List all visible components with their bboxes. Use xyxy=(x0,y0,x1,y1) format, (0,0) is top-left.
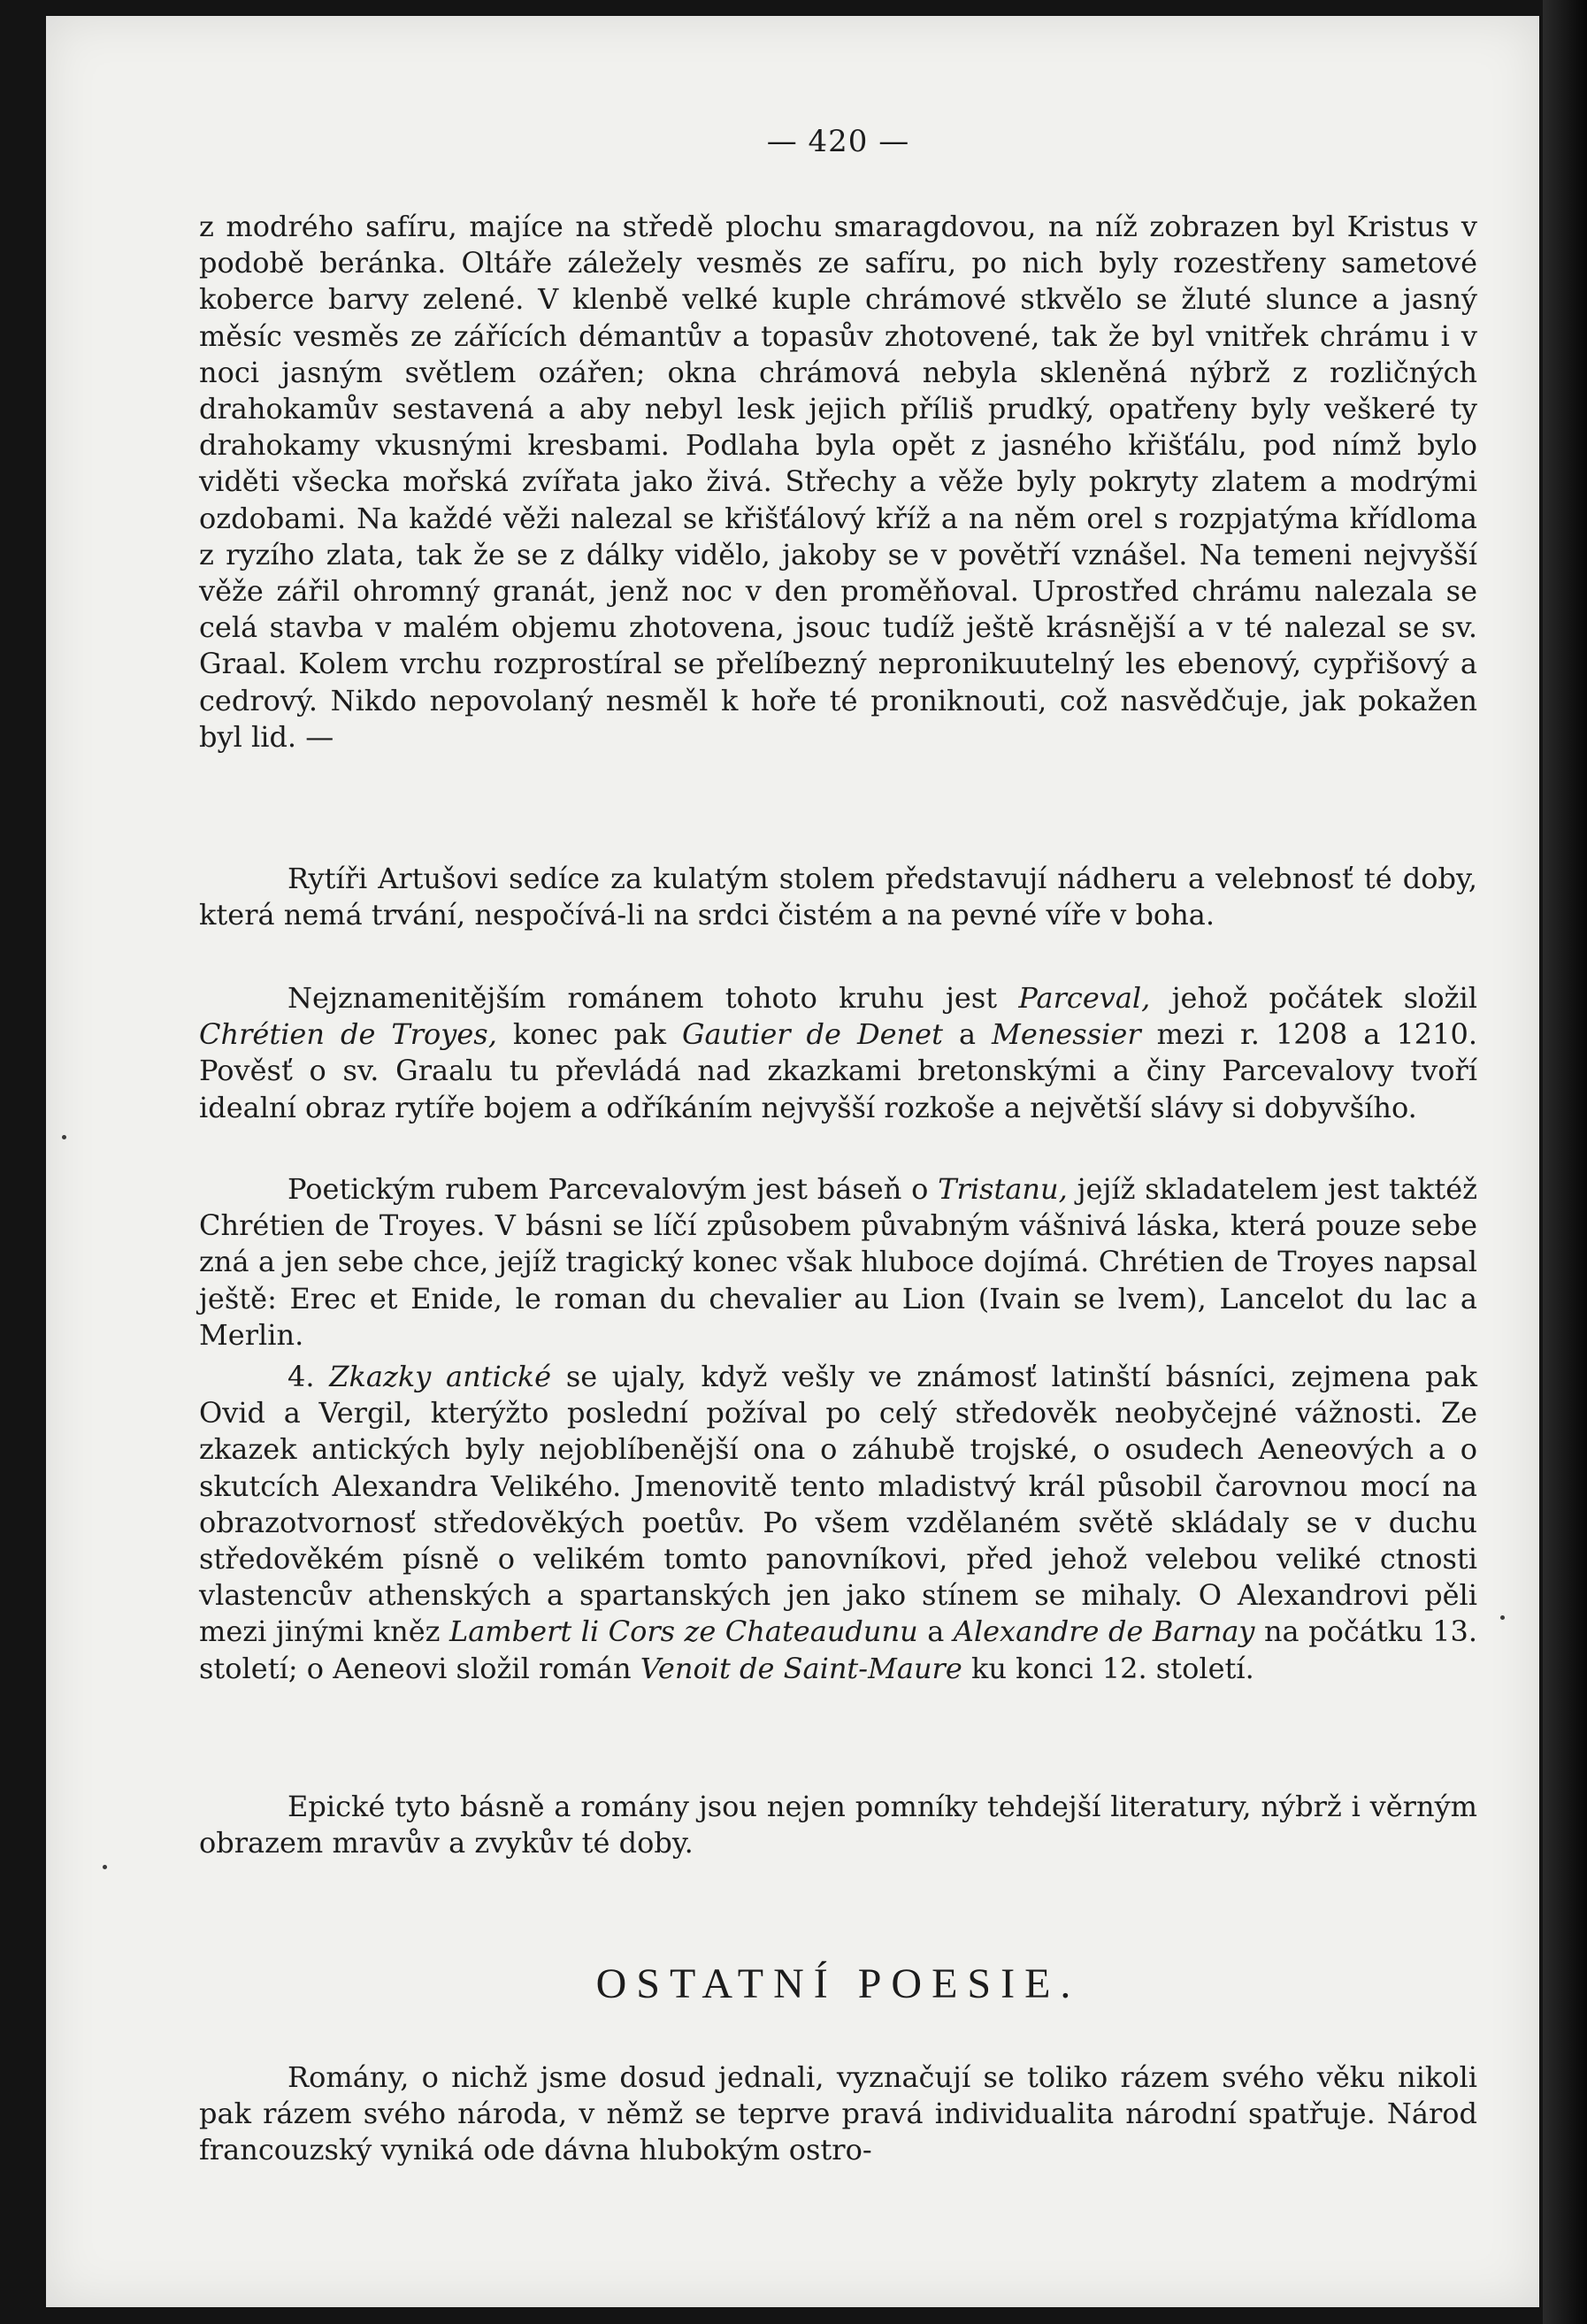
paper-speck xyxy=(1500,1615,1505,1620)
text-run: mezi r. 1208 a 1210. Pověsť o sv. Graalu tu převládá nad zkazkami bretonskými a činy Parcevalovy tvoří idealní obraz rytíře bojem a odříkáním nejvyšší rozkoše a největší slávy si dobyvšího. xyxy=(199,1017,1478,1124)
paragraph-romances: Romány, o nichž jsme dosud jednali, vyznačují se toliko rázem svého věku nikoli pak rázem svého národa, v němž se teprve pravá individualita národní spatřuje. Národ francouzský vyniká ode dávna hlubokým ostro- xyxy=(199,2060,1477,2167)
paper-speck xyxy=(103,1865,107,1869)
paragraph-epic-poems: Epické tyto básně a romány jsou nejen pomníky tehdejší literatury, nýbrž i věrným obrazem mravův a zvykův té doby. xyxy=(199,1790,1477,1860)
book-page xyxy=(46,16,1539,2307)
work-title: Parceval, xyxy=(1018,981,1151,1015)
text-run: jehož počátek složil xyxy=(1150,981,1478,1015)
author-name: Venoit de Saint-Maure xyxy=(640,1651,962,1685)
section-heading: OSTATNÍ POESIE. xyxy=(595,1960,1081,2007)
author-name: Menessier xyxy=(992,1017,1141,1052)
author-name: Alexandre de Barnay xyxy=(953,1615,1255,1649)
text-run: na počátku 13. století; o Aeneovi složil román xyxy=(199,1615,1478,1685)
paragraph-temple-description: z modrého safíru, majíce na středě plochu smaragdovou, na níž zobrazen byl Kristus v podobě beránka. Oltáře záležely vesměs ze safíru, po nich byly rozestřeny sametové koberce barvy zelené. V klenbě velké kuple chrámové stkvělo se žluté slunce a jasný měsíc vesměs ze zářících démantův a topasův zhotovené, tak že byl vnitřek chrámu i v noci jasným světlem ozářen; okna chrámová nebyla skleněná nýbrž z rozličných drahokamův sestavená a aby nebyl lesk jejich příliš prudký, opatřeny byly veškeré ty drahokamy vkusnými kresbami. Podlaha byla opět z jasného křišťálu, pod nímž bylo viděti všecka mořská zvířata jako živá. Střechy a věže byly pokryty zlatem a modrými ozdobami. Na každé věži nalezal se křišťálový kříž a na něm orel s rozpjatýma křídloma z ryzího zlata, tak že se z dálky vidělo, jakoby se v povětří vznášel. Na temeni nejvyšší věže zářil ohromný granát, jenž noc v den proměňoval. Uprostřed chrámu nalezala se celá stavba v malém objemu zhotovena, jsouc tudíž ještě krásnější a v té nalezal se sv. Graal. Kolem vrchu rozprostíral se přelíbezný nepronikuutelný les ebenový, cypřišový a cedrový. Nikdo nepovolaný nesměl k hoře té proniknouti, což nasvědčuje, jak pokažen byl lid. — xyxy=(199,210,1477,754)
text-run: a xyxy=(917,1615,954,1649)
page-edge-shadow xyxy=(1543,0,1587,2324)
paper-speck xyxy=(62,1135,66,1139)
paragraph-antique-tales xyxy=(199,1359,1477,1687)
paragraph-tristan xyxy=(199,1171,1477,1354)
text-run: 4. xyxy=(288,1360,330,1393)
text-run: ku konci 12. století. xyxy=(962,1651,1254,1685)
work-title: Tristanu, xyxy=(938,1172,1068,1206)
page-number: — 420 — xyxy=(766,124,910,159)
author-name: Chrétien de Troyes, xyxy=(199,1017,497,1052)
text-run: Poetickým rubem Parcevalovým jest báseň o xyxy=(288,1172,939,1206)
paragraph-arthur-knights: Rytíři Artušovi sedíce za kulatým stolem představují nádheru a velebnosť té doby, která nemá trvání, nespočívá-li na srdci čistém a na pevné víře v boha. xyxy=(199,862,1477,932)
author-name: Gautier de Denet xyxy=(681,1017,943,1052)
author-name: Lambert li Cors ze Chateaudunu xyxy=(448,1615,918,1649)
paragraph-parceval xyxy=(199,980,1477,1126)
text-run: a xyxy=(942,1017,993,1052)
text-run: se ujaly, když vešly ve známosť latinští básníci, zejmena pak Ovid a Vergil, kterýžto poslední požíval po celý středověk neobyčejné vážnosti. Ze zkazek antických byly nejoblíbenější ona o záhubě trojské, o osudech Aeneových a o skutcích Alexandra Velikého. Jmenovitě tento mladistvý král působil čarovnou mocí na obrazotvornosť středověkých poetův. Po všem vzdělaném světě skládaly se v duchu středověkém písně o velikém tomto panovníkovi, před jehož velebou veliké ctnosti vlastencův athenských a spartanských jen jako stínem se mihaly. O Alexandrovi pěli mezi jinými kněz xyxy=(199,1360,1478,1649)
section-term: Zkazky antické xyxy=(329,1360,552,1393)
text-run: Nejznamenitějším románem tohoto kruhu jest xyxy=(288,981,1019,1015)
text-run: jejíž skladatelem jest taktéž Chrétien de Troyes. V básni se líčí způsobem půvabným vášnivá láska, která pouze sebe zná a jen sebe chce, jejíž tragický konec však hluboce dojímá. Chrétien de Troyes napsal ještě: Erec et Enide, le roman du chevalier au Lion (Ivain se lvem), Lancelot du lac a Merlin. xyxy=(199,1172,1478,1352)
text-run: konec pak xyxy=(496,1017,682,1052)
